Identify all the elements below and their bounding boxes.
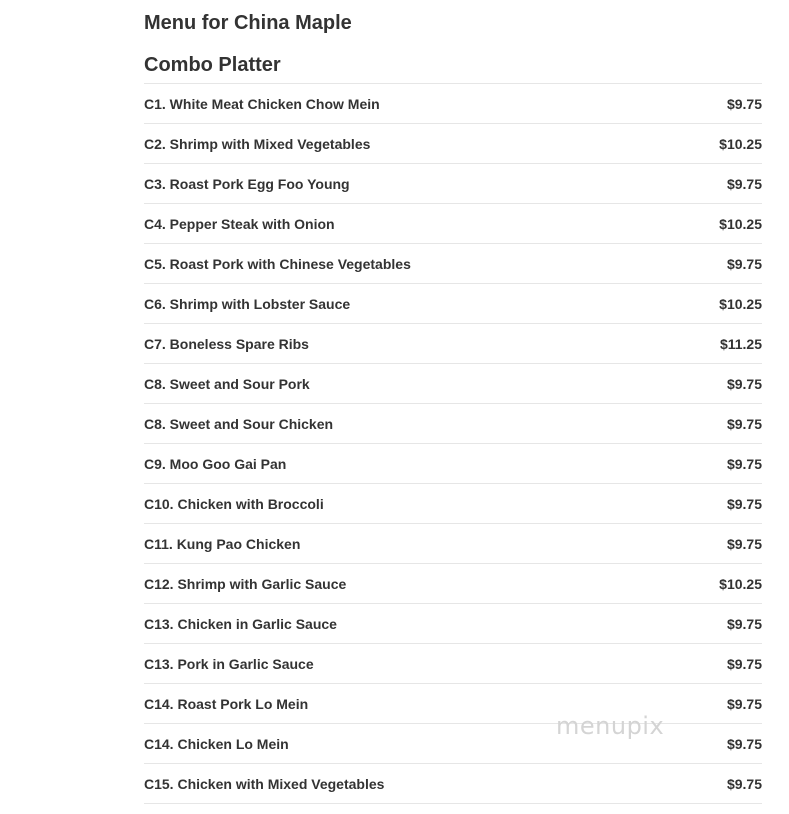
menu-item-price: $9.75 — [726, 175, 762, 192]
menu-item — [144, 84, 762, 124]
menu-container — [144, 0, 762, 804]
menu-item — [144, 404, 762, 444]
menupix-watermark: menupix — [556, 712, 665, 740]
menu-item-price: $9.75 — [726, 655, 762, 672]
menu-item-name: C2. Shrimp with Mixed Vegetables — [144, 135, 371, 152]
menu-item-price: $9.75 — [726, 695, 762, 712]
menu-item — [144, 684, 762, 724]
menu-item-name: C13. Pork in Garlic Sauce — [144, 655, 314, 672]
menu-item — [144, 644, 762, 684]
menu-item-price: $10.25 — [719, 215, 762, 232]
menu-item-name: C14. Chicken Lo Mein — [144, 735, 289, 752]
menu-item-price: $9.75 — [726, 735, 762, 752]
menu-item — [144, 604, 762, 644]
menu-item-price: $9.75 — [726, 255, 762, 272]
menu-item-price: $10.25 — [719, 135, 762, 152]
menu-item-price: $9.75 — [726, 495, 762, 512]
menu-item-name: C7. Boneless Spare Ribs — [144, 335, 309, 352]
menu-item — [144, 124, 762, 164]
menu-item-name: C15. Chicken with Mixed Vegetables — [144, 775, 385, 792]
menu-item-price: $9.75 — [726, 775, 762, 792]
menu-item-name: C13. Chicken in Garlic Sauce — [144, 615, 337, 632]
menu-item-name: C14. Roast Pork Lo Mein — [144, 695, 309, 712]
menu-item-name: C5. Roast Pork with Chinese Vegetables — [144, 255, 411, 272]
menu-item-name: C11. Kung Pao Chicken — [144, 535, 301, 552]
menu-item-price: $9.75 — [726, 535, 762, 552]
menu-item — [144, 284, 762, 324]
menu-item-name: C1. White Meat Chicken Chow Mein — [144, 95, 380, 112]
menu-item-price: $11.25 — [719, 335, 762, 352]
menu-item — [144, 764, 762, 804]
page-title: Menu for China Maple — [144, 12, 352, 34]
menu-item — [144, 164, 762, 204]
menu-item-price: $9.75 — [726, 615, 762, 632]
menu-item — [144, 364, 762, 404]
menu-item-price: $9.75 — [726, 95, 762, 112]
section-title: Combo Platter — [144, 54, 281, 76]
menu-item — [144, 324, 762, 364]
menu-item-price: $10.25 — [719, 575, 762, 592]
menu-item-name: C8. Sweet and Sour Chicken — [144, 415, 334, 432]
menu-item-price: $10.25 — [719, 295, 762, 312]
menu-item — [144, 204, 762, 244]
menu-item-name: C9. Moo Goo Gai Pan — [144, 455, 287, 472]
menu-item-name: C12. Shrimp with Garlic Sauce — [144, 575, 347, 592]
menu-item-name: C3. Roast Pork Egg Foo Young — [144, 175, 350, 192]
menu-item-price: $9.75 — [726, 375, 762, 392]
menu-item — [144, 564, 762, 604]
menu-item-price: $9.75 — [726, 415, 762, 432]
menu-item-name: C10. Chicken with Broccoli — [144, 495, 324, 512]
menu-item — [144, 524, 762, 564]
menu-item-name: C8. Sweet and Sour Pork — [144, 375, 310, 392]
menu-item-name: C6. Shrimp with Lobster Sauce — [144, 295, 351, 312]
menu-item-list — [144, 83, 762, 804]
menu-item — [144, 444, 762, 484]
menu-item-name: C4. Pepper Steak with Onion — [144, 215, 335, 232]
menu-item — [144, 244, 762, 284]
menu-item — [144, 484, 762, 524]
menu-item-price: $9.75 — [726, 455, 762, 472]
menu-item — [144, 724, 762, 764]
